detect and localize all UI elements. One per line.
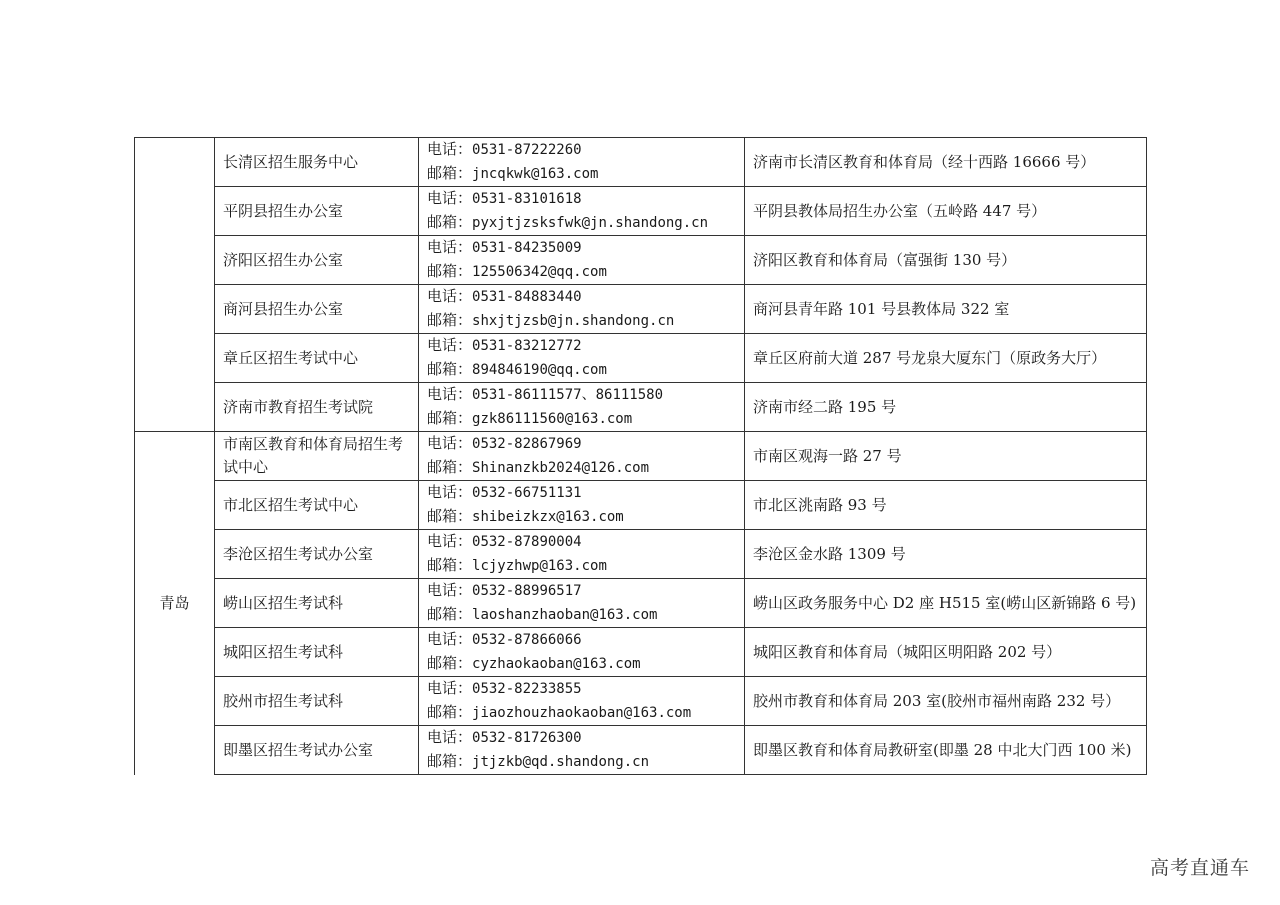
- table-row: [135, 187, 1147, 236]
- email-label: 邮箱：: [427, 360, 473, 378]
- table-row: [135, 530, 1147, 579]
- contact-cell: [419, 138, 745, 187]
- phone-label: 电话：: [427, 434, 473, 452]
- email-address: Shinanzkb2024@126.com: [472, 460, 650, 476]
- phone-line: [427, 432, 736, 456]
- email-label: 邮箱：: [427, 213, 473, 231]
- organization-name: 商河县招生办公室: [215, 285, 419, 334]
- contact-cell: [419, 236, 745, 285]
- table-row: [135, 334, 1147, 383]
- contact-cell: [419, 530, 745, 579]
- email-address: lcjyzhwp@163.com: [472, 558, 607, 574]
- phone-number: 0532-87890004: [472, 534, 582, 550]
- table-row: [135, 628, 1147, 677]
- email-address: 125506342@qq.com: [472, 264, 607, 280]
- table-row: [135, 285, 1147, 334]
- email-address: gzk86111560@163.com: [472, 411, 633, 427]
- phone-label: 电话：: [427, 483, 473, 501]
- email-address: shxjtjzsb@jn.shandong.cn: [472, 313, 675, 329]
- phone-label: 电话：: [427, 679, 473, 697]
- organization-name: 李沧区招生考试办公室: [215, 530, 419, 579]
- phone-number: 0532-88996517: [472, 583, 582, 599]
- address-cell: 济南市经二路 195 号: [745, 383, 1147, 432]
- address-cell: 李沧区金水路 1309 号: [745, 530, 1147, 579]
- email-label: 邮箱：: [427, 654, 473, 672]
- email-label: 邮箱：: [427, 164, 473, 182]
- organization-name: 城阳区招生考试科: [215, 628, 419, 677]
- phone-label: 电话：: [427, 581, 473, 599]
- phone-number: 0532-81726300: [472, 730, 582, 746]
- address-cell: 市南区观海一路 27 号: [745, 432, 1147, 481]
- email-label: 邮箱：: [427, 752, 473, 770]
- email-line: [427, 211, 736, 235]
- organization-name: 即墨区招生考试办公室: [215, 726, 419, 775]
- email-address: jiaozhouzhaokaoban@163.com: [472, 705, 692, 721]
- email-line: [427, 358, 736, 382]
- phone-line: [427, 677, 736, 701]
- email-address: jncqkwk@163.com: [472, 166, 599, 182]
- email-line: [427, 407, 736, 431]
- phone-line: [427, 579, 736, 603]
- phone-number: 0531-87222260: [472, 142, 582, 158]
- table-row: [135, 726, 1147, 775]
- phone-line: [427, 236, 736, 260]
- organization-name: 市北区招生考试中心: [215, 481, 419, 530]
- phone-number: 0532-66751131: [472, 485, 582, 501]
- contact-cell: [419, 383, 745, 432]
- phone-label: 电话：: [427, 385, 473, 403]
- email-label: 邮箱：: [427, 507, 473, 525]
- email-line: [427, 750, 736, 774]
- phone-number: 0532-87866066: [472, 632, 582, 648]
- contact-cell: [419, 334, 745, 383]
- organization-name: 长清区招生服务中心: [215, 138, 419, 187]
- address-cell: 胶州市教育和体育局 203 室(胶州市福州南路 232 号）: [745, 677, 1147, 726]
- phone-number: 0531-86111577、86111580: [472, 387, 664, 403]
- email-address: shibeizkzx@163.com: [472, 509, 624, 525]
- address-cell: 崂山区政务服务中心 D2 座 H515 室(崂山区新锦路 6 号): [745, 579, 1147, 628]
- email-line: [427, 701, 736, 725]
- phone-label: 电话：: [427, 238, 473, 256]
- email-line: [427, 505, 736, 529]
- email-line: [427, 554, 736, 578]
- city-cell: [135, 138, 215, 432]
- address-cell: 平阴县教体局招生办公室（五岭路 447 号）: [745, 187, 1147, 236]
- email-line: [427, 652, 736, 676]
- email-line: [427, 456, 736, 480]
- organization-name: 胶州市招生考试科: [215, 677, 419, 726]
- phone-line: [427, 628, 736, 652]
- email-line: [427, 309, 736, 333]
- address-cell: 章丘区府前大道 287 号龙泉大厦东门（原政务大厅）: [745, 334, 1147, 383]
- email-label: 邮箱：: [427, 703, 473, 721]
- phone-label: 电话：: [427, 336, 473, 354]
- phone-number: 0531-83212772: [472, 338, 582, 354]
- email-label: 邮箱：: [427, 556, 473, 574]
- phone-label: 电话：: [427, 630, 473, 648]
- phone-number: 0531-84883440: [472, 289, 582, 305]
- phone-line: [427, 334, 736, 358]
- phone-label: 电话：: [427, 532, 473, 550]
- email-address: 894846190@qq.com: [472, 362, 607, 378]
- email-label: 邮箱：: [427, 458, 473, 476]
- organization-name: 章丘区招生考试中心: [215, 334, 419, 383]
- phone-number: 0532-82867969: [472, 436, 582, 452]
- organization-name: 济南市教育招生考试院: [215, 383, 419, 432]
- address-cell: 市北区洮南路 93 号: [745, 481, 1147, 530]
- watermark-text: 高考直通车: [1149, 857, 1250, 879]
- contact-cell: [419, 726, 745, 775]
- email-label: 邮箱：: [427, 311, 473, 329]
- address-cell: 济南市长清区教育和体育局（经十西路 16666 号）: [745, 138, 1147, 187]
- address-cell: 即墨区教育和体育局教研室(即墨 28 中北大门西 100 米): [745, 726, 1147, 775]
- contact-table: [134, 137, 1147, 775]
- phone-label: 电话：: [427, 140, 473, 158]
- table-row: [135, 383, 1147, 432]
- contact-cell: [419, 432, 745, 481]
- phone-label: 电话：: [427, 287, 473, 305]
- contact-cell: [419, 677, 745, 726]
- email-label: 邮箱：: [427, 605, 473, 623]
- email-label: 邮箱：: [427, 262, 473, 280]
- phone-line: [427, 530, 736, 554]
- table-row: [135, 481, 1147, 530]
- organization-name: 平阴县招生办公室: [215, 187, 419, 236]
- phone-line: [427, 285, 736, 309]
- contact-cell: [419, 579, 745, 628]
- phone-line: [427, 138, 736, 162]
- phone-line: [427, 383, 736, 407]
- address-cell: 城阳区教育和体育局（城阳区明阳路 202 号）: [745, 628, 1147, 677]
- table-row: [135, 677, 1147, 726]
- table-row: [135, 432, 1147, 481]
- contact-table-body: [135, 138, 1147, 775]
- email-label: 邮箱：: [427, 409, 473, 427]
- organization-name: 崂山区招生考试科: [215, 579, 419, 628]
- contact-cell: [419, 628, 745, 677]
- email-line: [427, 260, 736, 284]
- phone-label: 电话：: [427, 189, 473, 207]
- email-address: jtjzkb@qd.shandong.cn: [472, 754, 650, 770]
- city-cell: 青岛: [135, 432, 215, 775]
- phone-number: 0531-84235009: [472, 240, 582, 256]
- organization-name: 济阳区招生办公室: [215, 236, 419, 285]
- table-row: [135, 138, 1147, 187]
- email-line: [427, 603, 736, 627]
- table-row: [135, 579, 1147, 628]
- phone-number: 0531-83101618: [472, 191, 582, 207]
- phone-label: 电话：: [427, 728, 473, 746]
- phone-number: 0532-82233855: [472, 681, 582, 697]
- email-address: cyzhaokaoban@163.com: [472, 656, 641, 672]
- organization-name: 市南区教育和体育局招生考试中心: [215, 432, 419, 481]
- phone-line: [427, 187, 736, 211]
- contact-cell: [419, 481, 745, 530]
- email-address: pyxjtjzsksfwk@jn.shandong.cn: [472, 215, 709, 231]
- address-cell: 商河县青年路 101 号县教体局 322 室: [745, 285, 1147, 334]
- phone-line: [427, 726, 736, 750]
- table-row: [135, 236, 1147, 285]
- email-line: [427, 162, 736, 186]
- email-address: laoshanzhaoban@163.com: [472, 607, 658, 623]
- phone-line: [427, 481, 736, 505]
- contact-cell: [419, 285, 745, 334]
- contact-cell: [419, 187, 745, 236]
- address-cell: 济阳区教育和体育局（富强街 130 号）: [745, 236, 1147, 285]
